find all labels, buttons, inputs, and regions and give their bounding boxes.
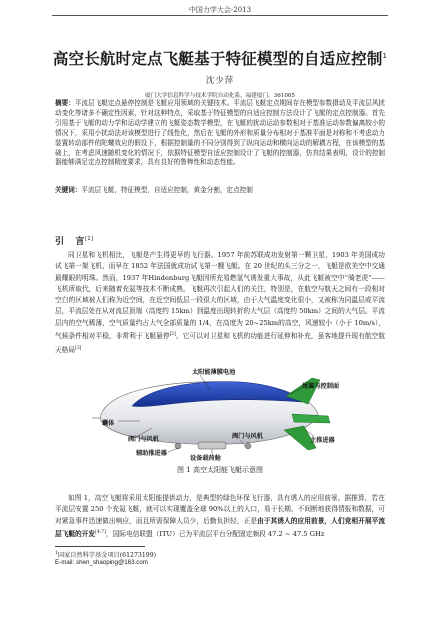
section-number: 引 xyxy=(55,237,65,247)
label-main-propulsion: 主推进器 xyxy=(310,437,335,444)
section-ref: [1] xyxy=(84,236,94,242)
label-equipment-bay: 设备载荷舱 xyxy=(190,455,221,461)
title-footnote-mark: 1 xyxy=(382,51,388,60)
abstract xyxy=(55,99,385,168)
label-tail-control: 尾翼与控制面 xyxy=(302,383,340,390)
label-solar-cells: 太阳能薄膜电池 xyxy=(192,369,236,376)
footnote-fund xyxy=(55,550,156,559)
propeller-right xyxy=(245,443,251,449)
section-heading xyxy=(55,234,94,247)
tail-fin-side xyxy=(292,414,330,423)
footnote-fund-mark: 1 xyxy=(55,550,58,556)
label-valve-fan-top: 阀门与风机 xyxy=(128,436,159,443)
airship-figure xyxy=(80,366,360,461)
section-title: 言 xyxy=(75,237,85,247)
title-text: 高空长航时定点飞艇基于特征模型的自适应控制 xyxy=(52,50,383,68)
paragraph-1-tail-ref: [3] xyxy=(75,345,82,351)
paragraph-2-text-a: 如图 1，高空飞艇将采用太阳能提供动力，是典型的绿色环保飞行器，具有诱人的应用前景。据推算，若在平流层安置 250 个充氦飞艇，就可以实现覆盖全球 90%以上的人口，易于长期、不间断地获得情报和数据，可对紧急事件迅速做出响应，而且所需保障人员少，后勤负担轻，正是 xyxy=(55,494,385,525)
paragraph-2-emphasis: 由于其诱人的应用前景，人们竞相开展平流层飞艇的开发 xyxy=(55,516,386,539)
label-valve-fan-bottom: 阀门与风机 xyxy=(232,433,263,440)
paragraph-1-tail: 。它可以对卫星和飞机的功能进行延伸和补充，虽客地提升现有航空航天格局 xyxy=(55,332,386,354)
affiliation: 厦门大学信息科学与技术学院自动化系，福建厦门，361005 xyxy=(144,93,295,99)
paragraph-1-ref: [2] xyxy=(169,332,176,338)
figure-caption: 图 1 高空太阳能飞艇示意图 xyxy=(177,466,263,474)
footnote-email: E-mail: shen_shaoping@163.com xyxy=(55,559,148,566)
label-aux-propulsion: 辅助推进器 xyxy=(136,450,167,457)
gondola xyxy=(198,442,226,449)
keywords-text: 平流层飞艇，特征模型，自适应控制，黄金分割，定点控制 xyxy=(81,186,253,194)
paragraph-2-text-b: ，国际电信联盟（ITU）已为平流层平台分配固定频段 47.2 ~ 47.5 GHz xyxy=(105,530,325,539)
abstract-text: 平流层飞艇定点悬停控制是飞艇应用领域的关键技术。平流层飞艇定点期间存在模型参数摄动及平流层风扰动变化等诸多不确定性因素，针对这种特点，采取基于特征模型的自适应控制方法设计了飞艇的定点控制器。首先引用基于飞艇的动力学和运动学建立的飞艇姿态数学模型，在飞艇的扰动运动参数相对于基准运动参数偏离较小的情况下，采用小扰动法对该模型进行了线性化，然后在飞艇的外形和质量分布相对于基准平面是对称和不考虑动力装置转动部件的陀螺效应的假设下，根据控制量的不同分别得到了纵向运动和横向运动的解耦方程，在该模型的基础上，在考虑风速随机变化的情况下，依据特征模型自适应控制设计了飞艇的控制器，仿真结果表明，设计的控制器能够满足定点控制精度要求，具有良好的鲁棒性和动态性能。 xyxy=(55,99,386,167)
footnote-rule xyxy=(55,546,145,547)
running-head: 中国力学大会-2013 xyxy=(188,6,252,14)
abstract-label: 摘要： xyxy=(55,99,75,107)
paragraph-2 xyxy=(55,493,385,540)
paragraph-1 xyxy=(55,250,385,356)
keywords xyxy=(55,184,385,194)
paragraph-1-text: 同卫星和飞机相比，飞艇是产生得更早的飞行器。1957 年前苏联成功发射第一颗卫星，1903 年美国成功试飞第一架飞机，而早在 1852 年法国就成功试飞第一艘飞艇。在 20 世纪的头三分之一，飞艇是欧美空中交通最耀眼的明珠。然而，1937 年Hindenburg飞艇因所充易燃氢气诱发重大事故，从此飞艇被空中“骑老虎”——飞机所取代，后来随着充氦等技术不断成熟，飞艇再次引起人们的关注，特别是，在航空与航天之间有一段相对空白的区域被人们称为近空间，在近空间低层一段很大的区域，由于大气温度变化很小，又被称为同温层或平流层，平流层处在从对流层顶端（高度约 15km）到温度出现转折的大气层（高度约 50km）之间的大气层。平流层内的空气稀薄，空气质量约占大气全部质量的 1/4，在高度为 20~25km的高空，风速较小（小于 10m/s），气候条件相对平稳，非常利于飞艇悬停 xyxy=(55,251,385,341)
paragraph-2-ref: [4-7] xyxy=(95,529,106,535)
footnote-fund-text: 国家自然科学基金项目(61273199) xyxy=(57,552,157,559)
header-rule xyxy=(52,15,388,16)
author: 沈少萍 xyxy=(205,76,235,86)
label-ballonet: 囊体 xyxy=(102,420,115,427)
keywords-label: 关键词： xyxy=(55,186,82,194)
paper-title xyxy=(0,47,440,69)
